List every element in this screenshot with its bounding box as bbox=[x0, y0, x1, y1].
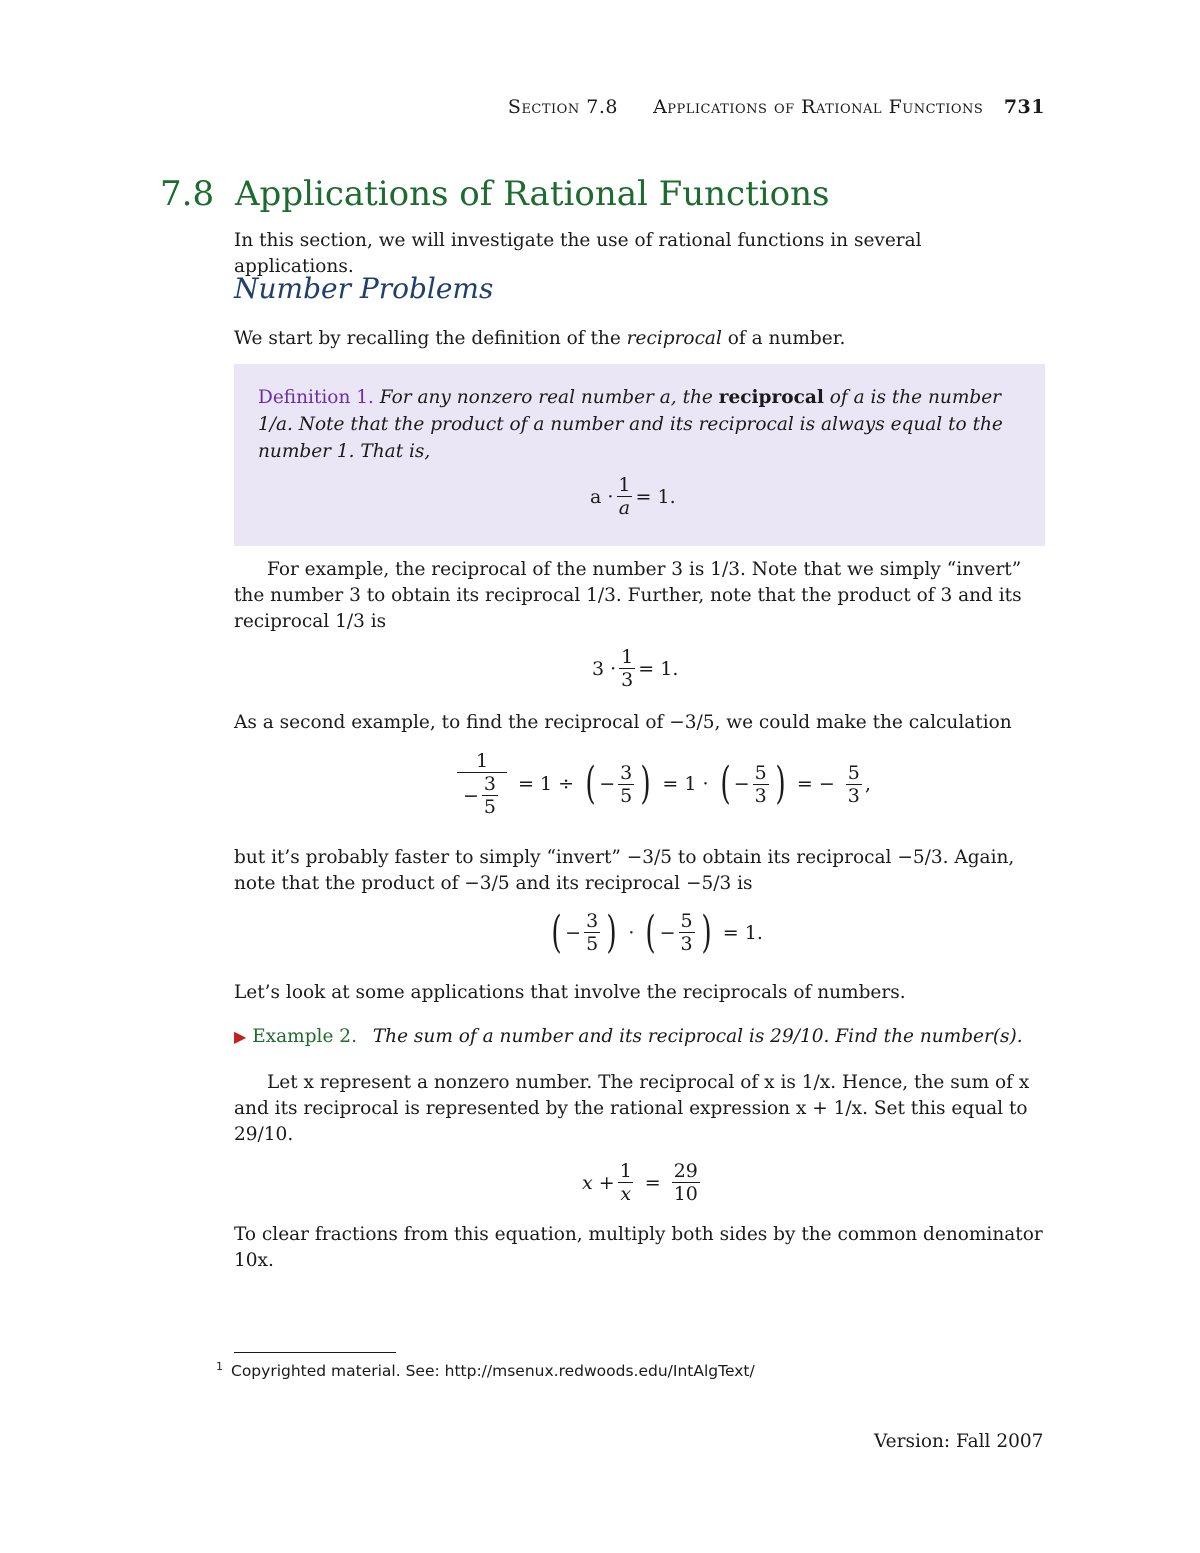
eq4-right: = 1. bbox=[722, 921, 763, 944]
paragraph-let-x: Let x represent a nonzero number. The reciprocal of x is 1/x. Hence, the sum of x and its reciprocal is represented by the rational expression x + 1/x. Set this equal to 29/10. bbox=[234, 1072, 1030, 1145]
eq3-frac-2 bbox=[753, 762, 769, 807]
recall-text-after: of a number. bbox=[721, 328, 846, 349]
eq3-neg-2: − bbox=[733, 773, 750, 795]
subsection-heading: Number Problems bbox=[234, 272, 494, 305]
section-title bbox=[160, 174, 829, 214]
paren-close-a: ) bbox=[606, 906, 617, 958]
f2-den: 3 bbox=[754, 784, 767, 807]
eq2-den: 3 bbox=[621, 669, 634, 691]
example-statement: The sum of a number and its reciprocal is 29/10. Find the number(s). bbox=[372, 1026, 1023, 1047]
definition-equation bbox=[590, 474, 676, 519]
eq2-fraction bbox=[619, 646, 635, 691]
eq3-result-eq: = − bbox=[796, 773, 835, 795]
complex-frac-den bbox=[457, 772, 507, 818]
eq5-r-den: 10 bbox=[673, 1183, 698, 1205]
inner-num: 3 bbox=[483, 773, 497, 795]
eq2-left: 3 · bbox=[592, 657, 617, 680]
inner-den: 5 bbox=[483, 796, 497, 818]
definition-term: reciprocal bbox=[718, 387, 824, 408]
paren-close-1: ) bbox=[640, 758, 651, 809]
header-section-title: Applications of Rational Functions bbox=[653, 96, 984, 118]
eq4-neg-b: − bbox=[659, 921, 676, 944]
footnote-rule bbox=[234, 1352, 396, 1353]
eq5-frac bbox=[618, 1160, 634, 1205]
running-header bbox=[440, 96, 1045, 118]
paragraph-second-example: As a second example, to find the reciprocal of −3/5, we could make the calculation bbox=[234, 712, 1012, 733]
page-number: 731 bbox=[1003, 96, 1045, 118]
paragraph-example-reciprocal: For example, the reciprocal of the number 3 is 1/3. Note that we simply “invert” the number 3 to obtain its reciprocal 1/3. Further, note that the product of 3 and its reciprocal 1/3 is bbox=[234, 559, 1022, 632]
equation-product-negatives bbox=[548, 906, 771, 958]
definition-label: Definition 1. bbox=[258, 387, 374, 408]
example-marker-icon: ▶ bbox=[234, 1027, 247, 1046]
eq4-b-den: 3 bbox=[680, 933, 693, 955]
version-label: Version: Fall 2007 bbox=[874, 1431, 1044, 1452]
f1-den: 5 bbox=[620, 784, 633, 807]
eq3-neg-1: − bbox=[599, 773, 616, 795]
paren-close-2: ) bbox=[775, 758, 786, 809]
paren-open-b: ( bbox=[645, 906, 657, 958]
eq4-neg-a: − bbox=[565, 921, 582, 944]
inner-fraction bbox=[482, 773, 498, 818]
eq5-r-num: 29 bbox=[673, 1160, 698, 1182]
f3-num: 5 bbox=[847, 761, 860, 784]
eq4-frac-b bbox=[679, 910, 695, 955]
eq4-frac-a bbox=[584, 910, 600, 955]
definition-text-before: For any nonzero real number a, the bbox=[379, 387, 719, 408]
paren-open-2: ( bbox=[719, 758, 731, 809]
eq4-a-num: 3 bbox=[586, 910, 599, 932]
eq3-times: = 1 · bbox=[662, 773, 709, 795]
definition-text-after: of a is the number 1/a. Note that the product of a number and its reciprocal is always equal to the number 1. That is, bbox=[258, 387, 1003, 462]
def-eq-fraction bbox=[616, 474, 632, 519]
def-eq-right: = 1. bbox=[635, 485, 676, 508]
section-title-text: Applications of Rational Functions bbox=[235, 174, 830, 214]
inner-sign: − bbox=[463, 784, 479, 807]
paragraph-applications: Let’s look at some applications that involve the reciprocals of numbers. bbox=[234, 982, 906, 1003]
equation-3-times-third bbox=[592, 646, 678, 691]
recall-text-before: We start by recalling the definition of the bbox=[234, 328, 627, 349]
intro-paragraph: In this section, we will investigate the use of rational functions in several applications. bbox=[234, 230, 922, 277]
paragraph-invert: but it’s probably faster to simply “invert” −3/5 to obtain its reciprocal −5/3. Again, note that the product of −3/5 and its reciprocal −5/3 is bbox=[234, 847, 1015, 894]
eq3-frac-1 bbox=[618, 762, 634, 807]
definition-box bbox=[234, 364, 1045, 546]
footnote-text: Copyrighted material. See: http://msenux.redwoods.edu/IntAlgText/ bbox=[231, 1362, 755, 1381]
definition-text bbox=[258, 384, 1028, 465]
recall-paragraph bbox=[234, 326, 1045, 352]
paren-open-a: ( bbox=[551, 906, 562, 958]
example-label: Example 2. bbox=[252, 1026, 357, 1047]
f1-num: 3 bbox=[620, 761, 633, 784]
equation-reciprocal-calculation bbox=[454, 750, 871, 818]
def-frac-num: 1 bbox=[618, 474, 631, 496]
eq3-divide: = 1 ÷ bbox=[518, 773, 575, 795]
footnote-mark: 1 bbox=[216, 1360, 223, 1373]
eq4-b-num: 5 bbox=[680, 910, 693, 932]
paren-open-1: ( bbox=[585, 758, 596, 809]
eq4-dot: · bbox=[628, 921, 635, 944]
eq5-den: x bbox=[620, 1183, 632, 1205]
paren-close-b: ) bbox=[701, 906, 712, 958]
complex-frac-num: 1 bbox=[475, 750, 489, 772]
footnote bbox=[216, 1360, 755, 1380]
eq5-equals: = bbox=[644, 1171, 661, 1194]
recall-term: reciprocal bbox=[626, 328, 722, 349]
eq2-right: = 1. bbox=[638, 657, 679, 680]
def-eq-left: a · bbox=[590, 485, 614, 508]
eq5-num: 1 bbox=[619, 1160, 632, 1182]
f2-num: 5 bbox=[754, 761, 767, 784]
eq5-left: x + bbox=[582, 1171, 615, 1194]
example-2 bbox=[234, 1024, 1045, 1050]
equation-sum-reciprocal bbox=[582, 1160, 703, 1205]
eq4-a-den: 5 bbox=[586, 933, 599, 955]
paragraph-clear-fractions: To clear fractions from this equation, multiply both sides by the common denominator 10x. bbox=[234, 1224, 1043, 1271]
eq2-num: 1 bbox=[621, 646, 634, 668]
eq3-frac-3 bbox=[846, 762, 862, 807]
eq5-right-frac bbox=[672, 1160, 700, 1205]
eq3-tail: , bbox=[864, 773, 871, 795]
f3-den: 3 bbox=[847, 784, 860, 807]
header-section: Section 7.8 bbox=[507, 96, 618, 118]
def-frac-den: a bbox=[618, 497, 631, 519]
complex-fraction bbox=[457, 750, 507, 818]
section-number: 7.8 bbox=[160, 174, 215, 214]
